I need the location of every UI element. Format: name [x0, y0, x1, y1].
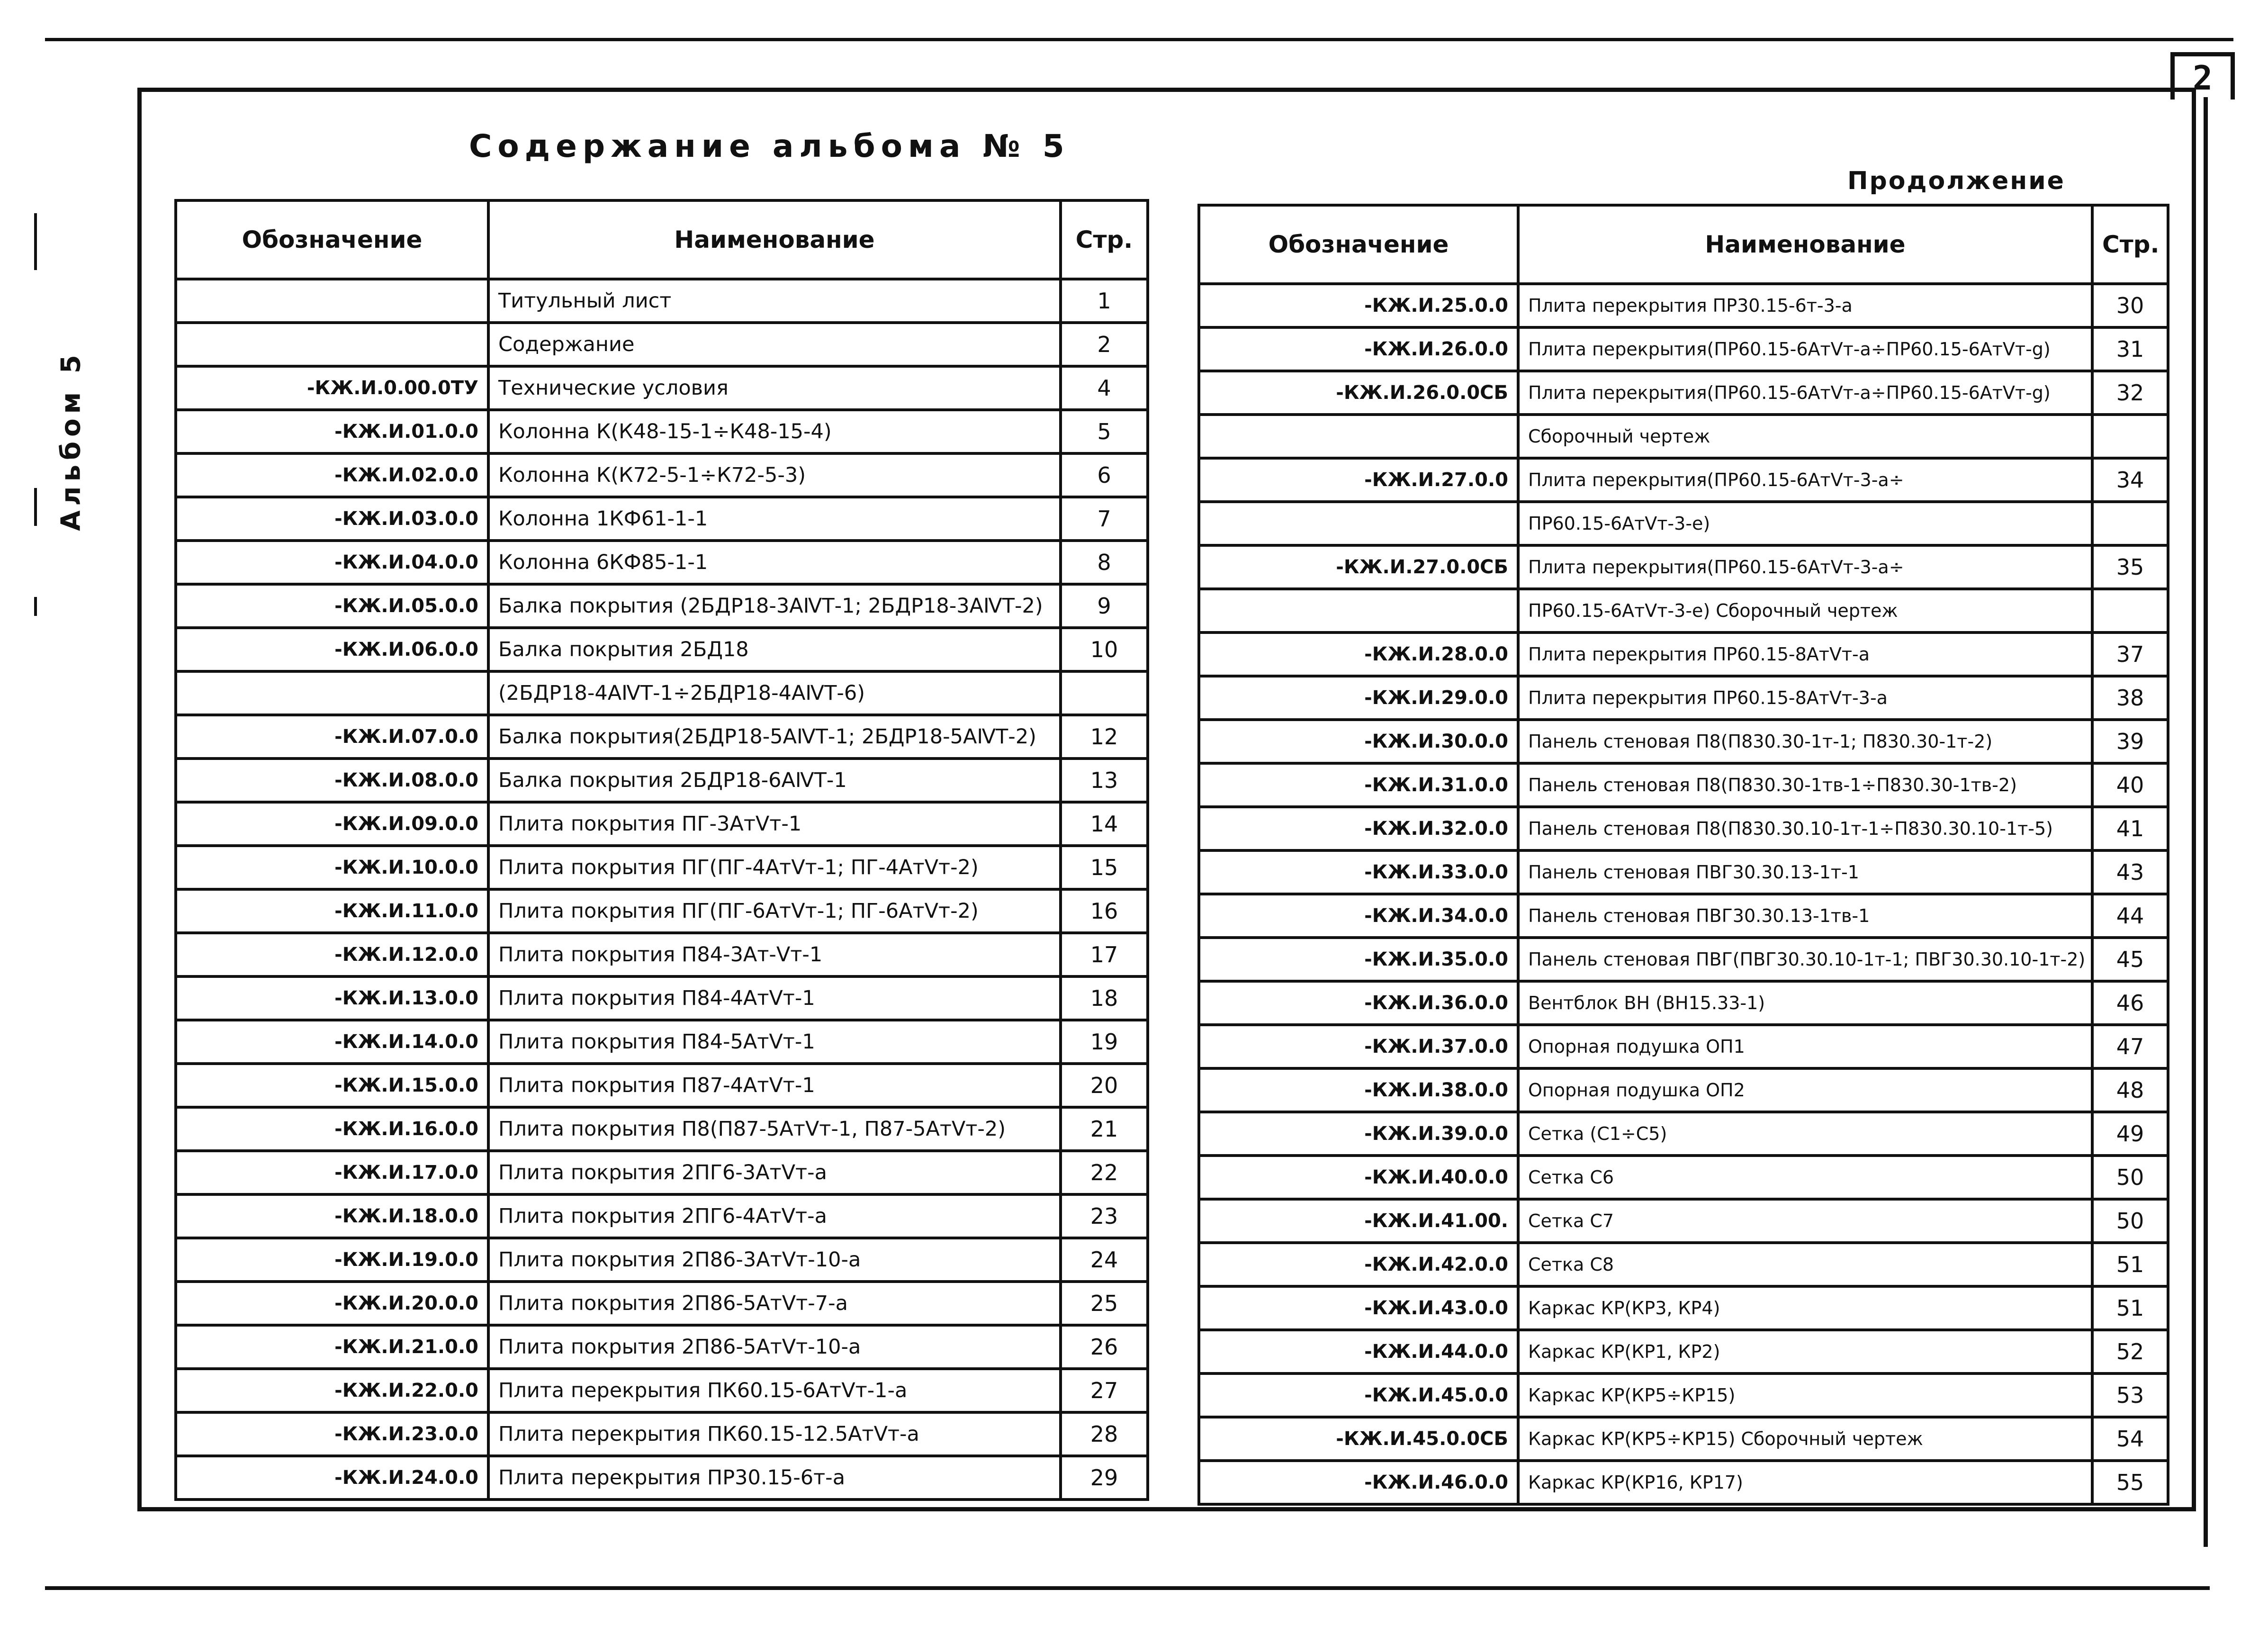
row-name: Плита покрытия П84-3Ат-Ⅴт-1	[488, 933, 1061, 976]
row-name: Балка покрытия (2БДР18-3АⅣТ-1; 2БДР18-3АⅣТ-2)	[488, 584, 1061, 628]
row-designation: -КЖ.И.12.0.0	[176, 933, 488, 976]
table-row	[1199, 371, 2168, 415]
table-row	[1199, 1461, 2168, 1504]
row-name: Плита покрытия 2П86-3АтⅤт-10-а	[488, 1238, 1061, 1282]
row-designation: -КЖ.И.02.0.0	[176, 453, 488, 497]
table-row	[176, 715, 1148, 759]
table-row	[176, 1282, 1148, 1325]
row-name: Плита перекрытия ПР30.15-6т-3-а	[1518, 284, 2092, 327]
row-designation: -КЖ.И.14.0.0	[176, 1020, 488, 1064]
row-page: 19	[1061, 1020, 1148, 1064]
row-page: 12	[1061, 715, 1148, 759]
row-designation: -КЖ.И.16.0.0	[176, 1107, 488, 1151]
column-header-name: Наименование	[1518, 205, 2092, 284]
row-page: 51	[2092, 1243, 2168, 1286]
row-page: 40	[2092, 763, 2168, 807]
row-page: 32	[2092, 371, 2168, 415]
row-designation: -КЖ.И.27.0.0СБ	[1199, 545, 1518, 589]
row-name: Сборочный чертеж	[1518, 415, 2092, 458]
margin-tick	[34, 597, 37, 616]
row-designation	[1199, 589, 1518, 632]
table-row	[176, 584, 1148, 628]
table-row	[176, 802, 1148, 846]
table-row	[1199, 415, 2168, 458]
row-page: 1	[1061, 279, 1148, 323]
row-name: Плита покрытия П84-4АтⅤт-1	[488, 976, 1061, 1020]
row-page: 35	[2092, 545, 2168, 589]
row-name: Колонна 6КФ85-1-1	[488, 541, 1061, 584]
table-row	[1199, 1286, 2168, 1330]
table-row	[1199, 1330, 2168, 1373]
row-designation: -КЖ.И.41.00.	[1199, 1199, 1518, 1243]
row-page: 21	[1061, 1107, 1148, 1151]
table-row	[176, 933, 1148, 976]
row-page: 29	[1061, 1456, 1148, 1500]
row-name: Сетка С6	[1518, 1156, 2092, 1199]
row-name: Опорная подушка ОП2	[1518, 1068, 2092, 1112]
row-name: Колонна К(К48-15-1÷К48-15-4)	[488, 410, 1061, 453]
row-page: 10	[1061, 628, 1148, 671]
table-row	[176, 1020, 1148, 1064]
row-designation: -КЖ.И.46.0.0	[1199, 1461, 1518, 1504]
row-name: Плита покрытия 2П86-5АтⅤт-10-а	[488, 1325, 1061, 1369]
table-row	[1199, 632, 2168, 676]
row-page: 37	[2092, 632, 2168, 676]
table-row	[176, 671, 1148, 715]
row-designation: -КЖ.И.19.0.0	[176, 1238, 488, 1282]
row-designation: -КЖ.И.37.0.0	[1199, 1025, 1518, 1068]
row-name: Плита перекрытия ПК60.15-6АтⅤт-1-а	[488, 1369, 1061, 1412]
table-row	[1199, 502, 2168, 545]
table-row	[176, 323, 1148, 366]
row-designation	[176, 279, 488, 323]
margin-tick	[34, 213, 37, 270]
row-designation: -КЖ.И.43.0.0	[1199, 1286, 1518, 1330]
table-row	[1199, 1156, 2168, 1199]
bottom-border-line	[45, 1586, 2210, 1590]
row-designation: -КЖ.И.18.0.0	[176, 1194, 488, 1238]
row-designation: -КЖ.И.15.0.0	[176, 1064, 488, 1107]
table-row	[1199, 1373, 2168, 1417]
row-page: 50	[2092, 1199, 2168, 1243]
table-row	[1199, 1025, 2168, 1068]
table-row	[176, 1238, 1148, 1282]
row-name: Колонна К(К72-5-1÷К72-5-3)	[488, 453, 1061, 497]
right-border-line	[2204, 97, 2208, 1547]
row-designation: -КЖ.И.25.0.0	[1199, 284, 1518, 327]
row-page	[1061, 671, 1148, 715]
top-border-line	[45, 38, 2233, 41]
table-row	[1199, 589, 2168, 632]
row-designation	[1199, 415, 1518, 458]
row-designation: -КЖ.И.45.0.0СБ	[1199, 1417, 1518, 1461]
row-designation: -КЖ.И.20.0.0	[176, 1282, 488, 1325]
row-designation: -КЖ.И.23.0.0	[176, 1412, 488, 1456]
row-page: 44	[2092, 894, 2168, 938]
row-designation: -КЖ.И.40.0.0	[1199, 1156, 1518, 1199]
row-name: Колонна 1КФ61-1-1	[488, 497, 1061, 541]
row-page: 6	[1061, 453, 1148, 497]
table-row	[176, 628, 1148, 671]
table-row	[176, 1107, 1148, 1151]
row-page: 18	[1061, 976, 1148, 1020]
row-designation: -КЖ.И.09.0.0	[176, 802, 488, 846]
table-row	[1199, 676, 2168, 720]
row-page: 51	[2092, 1286, 2168, 1330]
row-name: Каркас КР(КР5÷КР15) Сборочный чертеж	[1518, 1417, 2092, 1461]
table-row	[176, 1194, 1148, 1238]
table-row	[176, 366, 1148, 410]
row-page: 17	[1061, 933, 1148, 976]
row-designation: -КЖ.И.17.0.0	[176, 1151, 488, 1194]
row-name: Плита покрытия 2ПГ6-4АтⅤт-а	[488, 1194, 1061, 1238]
row-page: 41	[2092, 807, 2168, 850]
row-name: Каркас КР(КР5÷КР15)	[1518, 1373, 2092, 1417]
row-designation: -КЖ.И.42.0.0	[1199, 1243, 1518, 1286]
row-page: 52	[2092, 1330, 2168, 1373]
row-page: 24	[1061, 1238, 1148, 1282]
table-row	[1199, 327, 2168, 371]
row-designation: -КЖ.И.0.00.0ТУ	[176, 366, 488, 410]
table-row	[176, 1151, 1148, 1194]
page-title: Содержание альбома № 5	[469, 128, 1070, 164]
table-row	[1199, 1199, 2168, 1243]
table-row	[1199, 458, 2168, 502]
row-name: Плита покрытия П84-5АтⅤт-1	[488, 1020, 1061, 1064]
row-page: 48	[2092, 1068, 2168, 1112]
row-designation: -КЖ.И.27.0.0	[1199, 458, 1518, 502]
contents-table-right	[1197, 204, 2169, 1506]
row-designation: -КЖ.И.07.0.0	[176, 715, 488, 759]
table-row	[176, 497, 1148, 541]
row-designation: -КЖ.И.06.0.0	[176, 628, 488, 671]
row-designation: -КЖ.И.36.0.0	[1199, 981, 1518, 1025]
row-name: Плита перекрытия(ПР60.15-6АтⅤт-3-а÷	[1518, 458, 2092, 502]
row-designation: -КЖ.И.01.0.0	[176, 410, 488, 453]
row-page: 5	[1061, 410, 1148, 453]
row-name: Сетка (С1÷С5)	[1518, 1112, 2092, 1156]
page-number: 2	[2170, 52, 2235, 99]
column-header-name: Наименование	[488, 200, 1061, 279]
row-page: 16	[1061, 889, 1148, 933]
table-row	[176, 1369, 1148, 1412]
row-name: Вентблок ВН (ВН15.33-1)	[1518, 981, 2092, 1025]
table-row	[1199, 807, 2168, 850]
row-name: Каркас КР(КР16, КР17)	[1518, 1461, 2092, 1504]
row-page: 45	[2092, 938, 2168, 981]
row-name: (2БДР18-4АⅣТ-1÷2БДР18-4АⅣТ-6)	[488, 671, 1061, 715]
row-name: Панель стеновая П8(П830.30.10-1т-1÷П830.30.10-1т-5)	[1518, 807, 2092, 850]
row-page: 27	[1061, 1369, 1148, 1412]
row-name: Каркас КР(КР3, КР4)	[1518, 1286, 2092, 1330]
row-designation: -КЖ.И.45.0.0	[1199, 1373, 1518, 1417]
row-name: Плита перекрытия ПК60.15-12.5АтⅤт-а	[488, 1412, 1061, 1456]
row-name: Содержание	[488, 323, 1061, 366]
row-designation: -КЖ.И.22.0.0	[176, 1369, 488, 1412]
row-designation: -КЖ.И.26.0.0	[1199, 327, 1518, 371]
row-page: 23	[1061, 1194, 1148, 1238]
row-name: Панель стеновая ПВГ(ПВГ30.30.10-1т-1; ПВГ30.30.10-1т-2)	[1518, 938, 2092, 981]
table-row	[176, 279, 1148, 323]
row-designation: -КЖ.И.11.0.0	[176, 889, 488, 933]
row-name: Плита перекрытия(ПР60.15-6АтⅤт-а÷ПР60.15-6АтⅤт-g)	[1518, 327, 2092, 371]
column-header-designation: Обозначение	[1199, 205, 1518, 284]
row-name: Опорная подушка ОП1	[1518, 1025, 2092, 1068]
row-designation: -КЖ.И.03.0.0	[176, 497, 488, 541]
table-row	[1199, 1417, 2168, 1461]
row-page: 31	[2092, 327, 2168, 371]
row-page: 7	[1061, 497, 1148, 541]
table-row	[1199, 981, 2168, 1025]
row-name: Панель стеновая П8(П830.30-1тв-1÷П830.30-1тв-2)	[1518, 763, 2092, 807]
row-name: Сетка С8	[1518, 1243, 2092, 1286]
row-designation: -КЖ.И.08.0.0	[176, 759, 488, 802]
row-name: Плита покрытия 2ПГ6-3АтⅤт-а	[488, 1151, 1061, 1194]
row-designation: -КЖ.И.21.0.0	[176, 1325, 488, 1369]
row-designation: -КЖ.И.04.0.0	[176, 541, 488, 584]
column-header-page: Стр.	[1061, 200, 1148, 279]
row-designation: -КЖ.И.33.0.0	[1199, 850, 1518, 894]
table-row	[1199, 894, 2168, 938]
row-page: 20	[1061, 1064, 1148, 1107]
table-row	[1199, 850, 2168, 894]
table-row	[176, 541, 1148, 584]
table-row	[176, 976, 1148, 1020]
row-page: 25	[1061, 1282, 1148, 1325]
continuation-label: Продолжение	[1847, 167, 2065, 195]
row-designation: -КЖ.И.10.0.0	[176, 846, 488, 889]
row-page	[2092, 415, 2168, 458]
row-name: Плита покрытия П8(П87-5АтⅤт-1, П87-5АтⅤт-2)	[488, 1107, 1061, 1151]
row-designation	[176, 323, 488, 366]
row-name: Технические условия	[488, 366, 1061, 410]
table-row	[176, 453, 1148, 497]
row-name: Плита покрытия ПГ(ПГ-4АтⅤт-1; ПГ-4АтⅤт-2)	[488, 846, 1061, 889]
row-designation: -КЖ.И.29.0.0	[1199, 676, 1518, 720]
row-page	[2092, 589, 2168, 632]
column-header-page: Стр.	[2092, 205, 2168, 284]
column-header-designation: Обозначение	[176, 200, 488, 279]
row-name: ПР60.15-6АтⅤт-3-е)	[1518, 502, 2092, 545]
row-page: 50	[2092, 1156, 2168, 1199]
row-page: 38	[2092, 676, 2168, 720]
row-name: Каркас КР(КР1, КР2)	[1518, 1330, 2092, 1373]
row-name: Плита перекрытия(ПР60.15-6АтⅤт-а÷ПР60.15-6АтⅤт-g)	[1518, 371, 2092, 415]
row-name: Плита покрытия ПГ-3АтⅤт-1	[488, 802, 1061, 846]
table-header-row	[176, 200, 1148, 279]
table-row	[1199, 938, 2168, 981]
margin-tick	[34, 488, 37, 526]
row-designation: -КЖ.И.39.0.0	[1199, 1112, 1518, 1156]
row-designation: -КЖ.И.30.0.0	[1199, 720, 1518, 763]
table-row	[176, 759, 1148, 802]
table-row	[176, 889, 1148, 933]
row-page: 28	[1061, 1412, 1148, 1456]
contents-table-left	[174, 199, 1149, 1501]
row-name: Балка покрытия 2БДР18-6АⅣТ-1	[488, 759, 1061, 802]
row-designation: -КЖ.И.26.0.0СБ	[1199, 371, 1518, 415]
row-name: Плита перекрытия ПР60.15-8АтⅤт-а	[1518, 632, 2092, 676]
table-row	[1199, 1068, 2168, 1112]
table-row	[1199, 763, 2168, 807]
row-name: Панель стеновая ПВГ30.30.13-1т-1	[1518, 850, 2092, 894]
row-name: Плита перекрытия ПР30.15-6т-а	[488, 1456, 1061, 1500]
row-designation: -КЖ.И.32.0.0	[1199, 807, 1518, 850]
row-name: Плита покрытия ПГ(ПГ-6АтⅤт-1; ПГ-6АтⅤт-2)	[488, 889, 1061, 933]
row-name: Плита перекрытия(ПР60.15-6АтⅤт-3-а÷	[1518, 545, 2092, 589]
row-page: 15	[1061, 846, 1148, 889]
row-name: Сетка С7	[1518, 1199, 2092, 1243]
row-name: ПР60.15-6АтⅤт-3-е) Сборочный чертеж	[1518, 589, 2092, 632]
row-page: 39	[2092, 720, 2168, 763]
table-row	[176, 1456, 1148, 1500]
row-designation: -КЖ.И.44.0.0	[1199, 1330, 1518, 1373]
row-designation	[176, 671, 488, 715]
table-row	[1199, 1112, 2168, 1156]
row-page: 9	[1061, 584, 1148, 628]
row-page: 53	[2092, 1373, 2168, 1417]
row-designation: -КЖ.И.13.0.0	[176, 976, 488, 1020]
table-row	[1199, 284, 2168, 327]
table-row	[176, 1412, 1148, 1456]
table-row	[1199, 720, 2168, 763]
row-designation	[1199, 502, 1518, 545]
row-page: 4	[1061, 366, 1148, 410]
row-page	[2092, 502, 2168, 545]
row-name: Плита перекрытия ПР60.15-8АтⅤт-3-а	[1518, 676, 2092, 720]
table-row	[176, 410, 1148, 453]
row-page: 8	[1061, 541, 1148, 584]
table-row	[1199, 1243, 2168, 1286]
row-page: 22	[1061, 1151, 1148, 1194]
row-page: 30	[2092, 284, 2168, 327]
row-name: Панель стеновая П8(П830.30-1т-1; П830.30-1т-2)	[1518, 720, 2092, 763]
row-designation: -КЖ.И.24.0.0	[176, 1456, 488, 1500]
row-designation: -КЖ.И.34.0.0	[1199, 894, 1518, 938]
row-name: Балка покрытия 2БД18	[488, 628, 1061, 671]
row-name: Плита покрытия П87-4АтⅤт-1	[488, 1064, 1061, 1107]
row-page: 47	[2092, 1025, 2168, 1068]
row-designation: -КЖ.И.38.0.0	[1199, 1068, 1518, 1112]
table-header-row	[1199, 205, 2168, 284]
row-name: Плита покрытия 2П86-5АтⅤт-7-а	[488, 1282, 1061, 1325]
row-designation: -КЖ.И.28.0.0	[1199, 632, 1518, 676]
row-page: 49	[2092, 1112, 2168, 1156]
row-page: 54	[2092, 1417, 2168, 1461]
row-page: 34	[2092, 458, 2168, 502]
table-row	[176, 1064, 1148, 1107]
row-page: 43	[2092, 850, 2168, 894]
row-page: 46	[2092, 981, 2168, 1025]
row-name: Титульный лист	[488, 279, 1061, 323]
row-name: Балка покрытия(2БДР18-5АⅣТ-1; 2БДР18-5АⅣТ-2)	[488, 715, 1061, 759]
row-page: 26	[1061, 1325, 1148, 1369]
table-row	[176, 846, 1148, 889]
row-page: 13	[1061, 759, 1148, 802]
table-row	[1199, 545, 2168, 589]
table-row	[176, 1325, 1148, 1369]
row-designation: -КЖ.И.31.0.0	[1199, 763, 1518, 807]
row-page: 55	[2092, 1461, 2168, 1504]
row-page: 2	[1061, 323, 1148, 366]
row-page: 14	[1061, 802, 1148, 846]
row-designation: -КЖ.И.35.0.0	[1199, 938, 1518, 981]
row-designation: -КЖ.И.05.0.0	[176, 584, 488, 628]
row-name: Панель стеновая ПВГ30.30.13-1тв-1	[1518, 894, 2092, 938]
